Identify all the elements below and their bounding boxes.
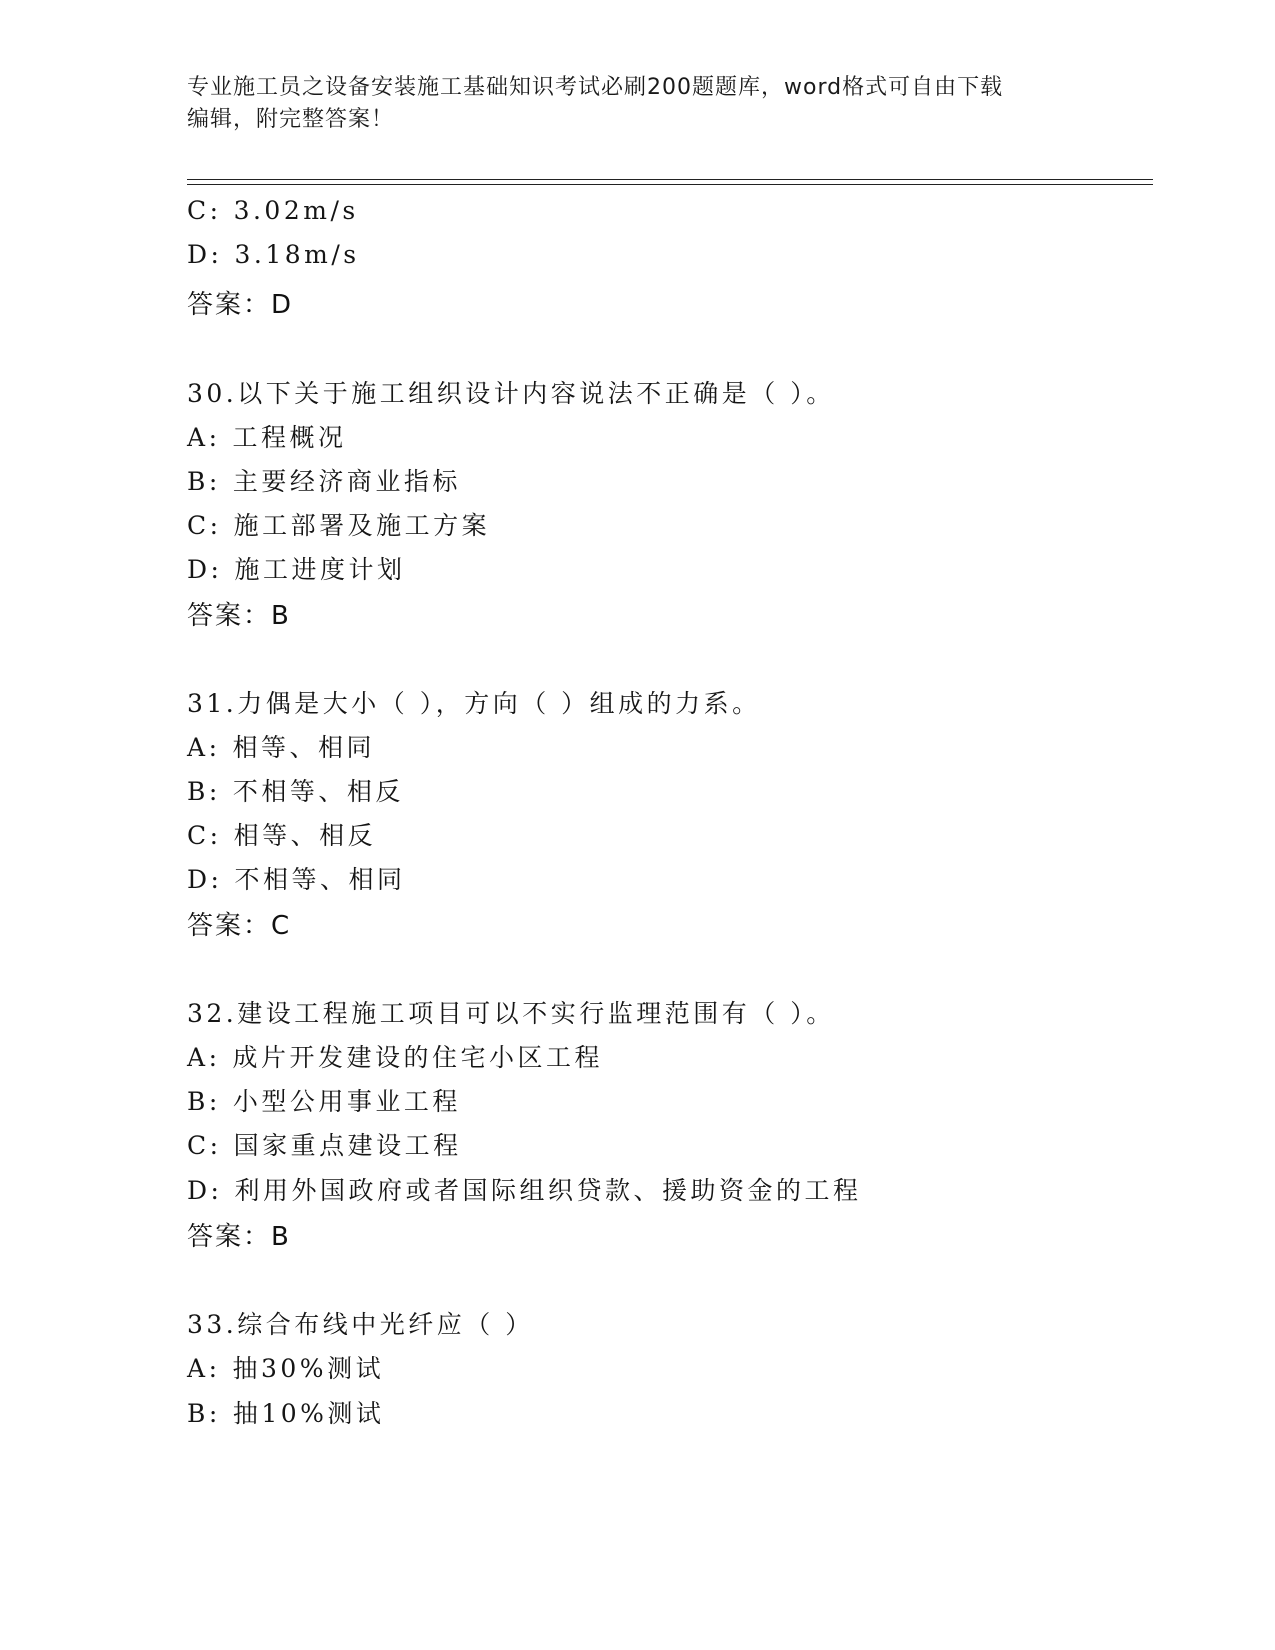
option-letter: D [187,555,211,584]
option-a [187,728,375,764]
option-letter: A [187,423,209,452]
question-number: 30. [187,379,238,408]
option-text: 施工进度计划 [234,555,406,584]
question-32-stem [187,994,835,1030]
option-a [187,1349,384,1385]
option-letter: A [187,1354,209,1383]
answer-line: 答案：D [187,290,294,320]
option-text: 抽30%测试 [232,1354,385,1383]
option-text: 主要经济商业指标 [232,467,461,496]
option-text: 成片开发建设的住宅小区工程 [232,1043,604,1072]
option-text: 工程概况 [232,423,347,452]
option-letter: B [187,1399,209,1428]
answer-line: 答案：B [187,1222,291,1252]
option-text: 利用外国政府或者国际组织贷款、援助资金的工程 [234,1176,862,1205]
answer-line: 答案：B [187,601,291,631]
option-c [187,1126,462,1162]
question-number: 33. [187,1310,238,1339]
option-text: 3.02m/s [233,196,359,225]
option-letter: C [187,821,210,850]
option-letter: D [187,1176,211,1205]
option-text: 小型公用事业工程 [232,1087,461,1116]
document-header [187,72,1087,136]
option-d [187,1171,862,1207]
option-separator: : [208,1354,221,1383]
option-text: 抽10%测试 [232,1399,385,1428]
option-separator: : [210,1176,223,1205]
option-d [187,860,406,896]
option-d [187,240,360,269]
option-text: 施工部署及施工方案 [233,511,491,540]
option-separator: : [208,1043,221,1072]
option-b [187,1082,461,1118]
option-c [187,816,376,852]
option-text: 国家重点建设工程 [233,1131,462,1160]
option-text: 不相等、相反 [232,777,404,806]
question-30-stem [187,374,835,410]
option-separator: : [208,777,221,806]
option-c [187,196,359,225]
question-33-stem [187,1305,534,1341]
option-b [187,1394,384,1430]
header-divider-top [187,179,1153,180]
option-letter: A [187,733,209,762]
option-letter: B [187,467,209,496]
option-b [187,772,404,808]
option-separator: : [210,240,223,269]
option-text: 相等、相反 [233,821,377,850]
option-letter: B [187,1087,209,1116]
option-separator: : [208,1087,221,1116]
option-letter: B [187,777,209,806]
option-separator: : [209,1131,222,1160]
answer-line: 答案：C [187,911,292,941]
header-title-line-1: 专业施工员之设备安装施工基础知识考试必刷200题题库，word格式可自由下载 [187,75,1004,100]
question-text: 以下关于施工组织设计内容说法不正确是（ ）。 [237,379,835,408]
option-letter: D [187,865,211,894]
option-a [187,418,347,454]
option-separator: : [209,196,222,225]
option-separator: : [210,865,223,894]
option-separator: : [208,467,221,496]
header-title-line-2: 编辑，附完整答案！ [187,107,395,132]
option-letter: A [187,1043,209,1072]
header-divider-bottom [187,184,1153,185]
option-text: 不相等、相同 [234,865,406,894]
option-separator: : [208,423,221,452]
option-letter: C [187,511,210,540]
option-separator: : [209,511,222,540]
question-text: 力偶是大小（ ），方向（ ）组成的力系。 [237,689,761,718]
option-d [187,550,406,586]
option-separator: : [208,733,221,762]
question-31-stem [187,684,761,720]
option-letter: C [187,1131,210,1160]
option-letter: D [187,240,211,269]
option-letter: C [187,196,210,225]
option-separator: : [209,821,222,850]
option-text: 3.18m/s [234,240,360,269]
question-text: 建设工程施工项目可以不实行监理范围有（ ）。 [237,999,835,1028]
option-separator: : [210,555,223,584]
question-number: 32. [187,999,238,1028]
option-b [187,462,461,498]
option-c [187,506,490,542]
question-number: 31. [187,689,238,718]
option-separator: : [208,1399,221,1428]
option-a [187,1038,603,1074]
option-text: 相等、相同 [232,733,376,762]
question-text: 综合布线中光纤应（ ） [237,1310,534,1339]
